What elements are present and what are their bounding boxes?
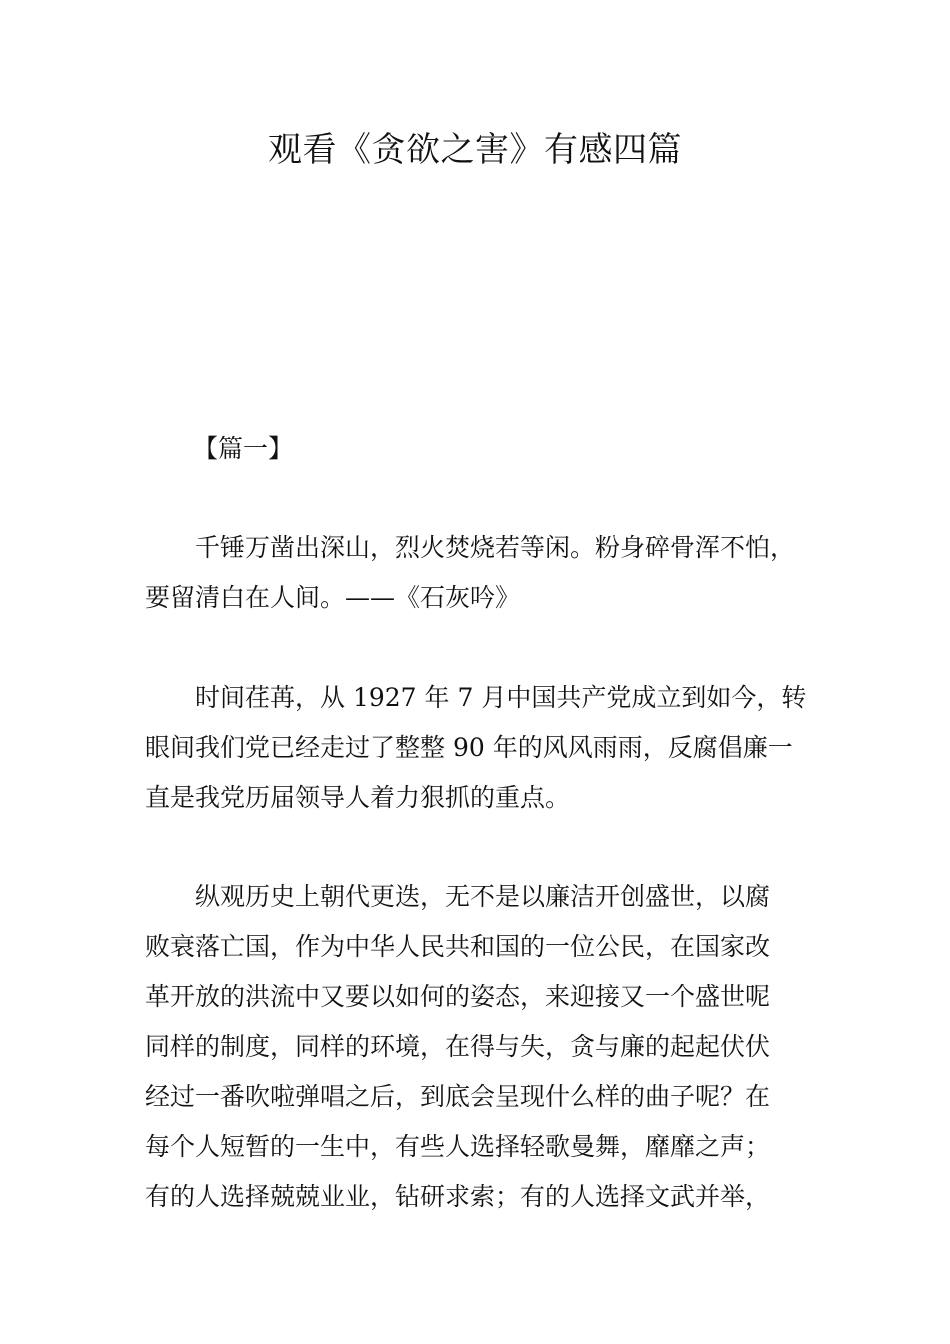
paragraph-line: 要留清白在人间。——《石灰吟》 [145, 583, 521, 612]
paragraph-line: 败衰落亡国，作为中华人民共和国的一位公民，在国家改 [145, 932, 771, 961]
paragraph-line: 每个人短暂的一生中，有些人选择轻歌曼舞，靡靡之声； [145, 1132, 771, 1161]
paragraph-line: 经过一番吹啦弹唱之后，到底会呈现什么样的曲子呢？在 [145, 1082, 771, 1111]
document-title: 观看《贪欲之害》有感四篇 [268, 130, 682, 170]
paragraph-poem [145, 523, 810, 623]
paragraph-line: 同样的制度，同样的环境，在得与失，贪与廉的起起伏伏 [145, 1032, 771, 1061]
section-heading: 【篇一】 [193, 434, 294, 463]
paragraph-line: 千锤万凿出深山，烈火焚烧若等闲。粉身碎骨浑不怕， [195, 533, 796, 562]
paragraph-line: 有的人选择兢兢业业，钻研求索；有的人选择文武并举， [145, 1182, 771, 1211]
paragraph-line: 革开放的洪流中又要以如何的姿态，来迎接又一个盛世呢 [145, 982, 771, 1011]
paragraph-history [145, 673, 810, 823]
paragraph-reflection [145, 872, 810, 1222]
paragraph-line: 直是我党历届领导人着力狠抓的重点。 [145, 783, 571, 812]
paragraph-line: 时间荏苒，从 1927 年 7 月中国共产党成立到如今，转 [195, 683, 807, 712]
paragraph-line: 眼间我们党已经走过了整整 90 年的风风雨雨，反腐倡廉一 [145, 733, 793, 762]
paragraph-line: 纵观历史上朝代更迭，无不是以廉洁开创盛世，以腐 [195, 882, 771, 911]
